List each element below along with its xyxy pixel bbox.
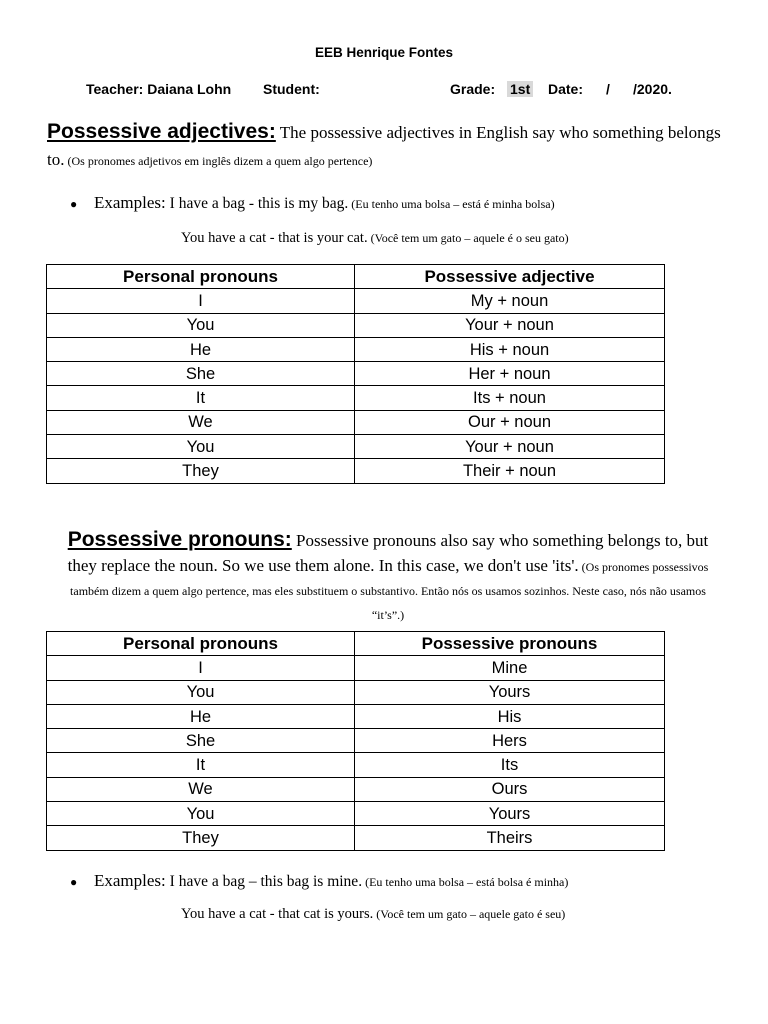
table-cell: We [47,777,355,801]
table-row [47,435,665,459]
table-cell: Mine [355,656,665,680]
table-cell: It [47,753,355,777]
bullet-icon: ● [70,875,78,889]
table-row [47,656,665,680]
column-header: Possessive adjective [355,265,665,289]
table-cell: You [47,802,355,826]
section-heading: Possessive pronouns: [67,528,292,551]
example-text: I have a bag – this bag is mine. [165,873,363,890]
table-row [47,362,665,386]
table-cell: Yours [355,680,665,704]
table-row [47,753,665,777]
table-row [47,337,665,361]
table-cell: It [47,386,355,410]
table-cell: Her + noun [355,362,665,386]
table-cell: Theirs [355,826,665,850]
table-row [47,289,665,313]
table-row [47,802,665,826]
bullet-icon: ● [70,197,78,211]
table-cell: She [47,362,355,386]
table-header-row [47,632,665,656]
table-row [47,313,665,337]
table-cell: I [47,656,355,680]
table-header-row [47,265,665,289]
table-cell: Hers [355,729,665,753]
possessive-pronouns-intro [60,528,716,627]
table-cell: Their + noun [355,459,665,483]
section-translation: (Os pronomes adjetivos em inglês dizem a quem algo pertence) [64,154,373,168]
table-cell: Its + noun [355,386,665,410]
grade-label: Grade: [450,81,496,97]
column-header: Possessive pronouns [355,632,665,656]
table-cell: They [47,826,355,850]
example-translation: (Você tem um gato – aquele é o seu gato) [367,231,569,245]
section-translation: (Os pronomes possessivos também dizem a quem algo pertence, mas eles substituem o substantivo. Então nós os usamos sozinhos. Neste caso, nós não usamos “it’s”.) [70,560,709,622]
section-heading: Possessive adjectives: [47,120,276,143]
table-cell: He [47,337,355,361]
table-cell: We [47,410,355,434]
table-row [47,410,665,434]
school-name: EEB Henrique Fontes [314,45,454,60]
date-day-slash: / [606,81,610,97]
table-cell: They [47,459,355,483]
table-row [47,386,665,410]
table-row [47,680,665,704]
table-cell: My + noun [355,289,665,313]
example-translation: (Eu tenho uma bolsa – está é minha bolsa) [348,197,555,211]
table-cell: Its [355,753,665,777]
column-header: Personal pronouns [47,632,355,656]
date-year: /2020. [633,81,672,97]
table-cell: You [47,313,355,337]
table-row [47,729,665,753]
example-translation: (Você tem um gato – aquele gato é seu) [373,907,566,921]
grade-value: 1st [507,81,533,97]
table-row [47,459,665,483]
table-cell: Your + noun [355,435,665,459]
examples-label: Examples [94,871,162,890]
example-text: You have a cat - that cat is yours. [181,906,374,922]
table-row [47,777,665,801]
table-cell: You [47,680,355,704]
examples-label: Examples [94,193,162,212]
possessive-adjectives-intro [47,119,727,174]
table-cell: His + noun [355,337,665,361]
table-cell: She [47,729,355,753]
section-text: Possessive pronouns also say who something belongs to, but they replace the noun. So we use them alone. In this case, we don't use 'its'. [67,531,709,575]
table-cell: Your + noun [355,313,665,337]
example-translation: (Eu tenho uma bolsa – está bolsa é minha) [362,875,569,889]
example-line-2 [181,230,569,247]
possessive-pronouns-table [46,631,665,851]
example-line-3: ● Examples: I have a bag – this bag is mine. (Eu tenho uma bolsa – está bolsa é minha) [70,871,569,890]
example-line-4 [181,906,565,923]
table-cell: Our + noun [355,410,665,434]
section-text: The possessive adjectives in English say who something belongs to. [47,123,721,169]
table-cell: Ours [355,777,665,801]
date-label: Date: [548,81,584,97]
table-row [47,826,665,850]
table-cell: I [47,289,355,313]
example-text: I have a bag - this is my bag. [165,195,349,212]
possessive-adjectives-table [46,264,665,484]
example-text: You have a cat - that is your cat. [181,230,368,246]
table-cell: He [47,704,355,728]
student-label: Student: [263,81,320,97]
table-cell: His [355,704,665,728]
example-line-1: ● Examples: I have a bag - this is my bag. (Eu tenho uma bolsa – está é minha bolsa) [70,193,555,212]
table-row [47,704,665,728]
teacher-label: Teacher: Daiana Lohn [86,81,232,97]
table-cell: Yours [355,802,665,826]
table-cell: You [47,435,355,459]
column-header: Personal pronouns [47,265,355,289]
